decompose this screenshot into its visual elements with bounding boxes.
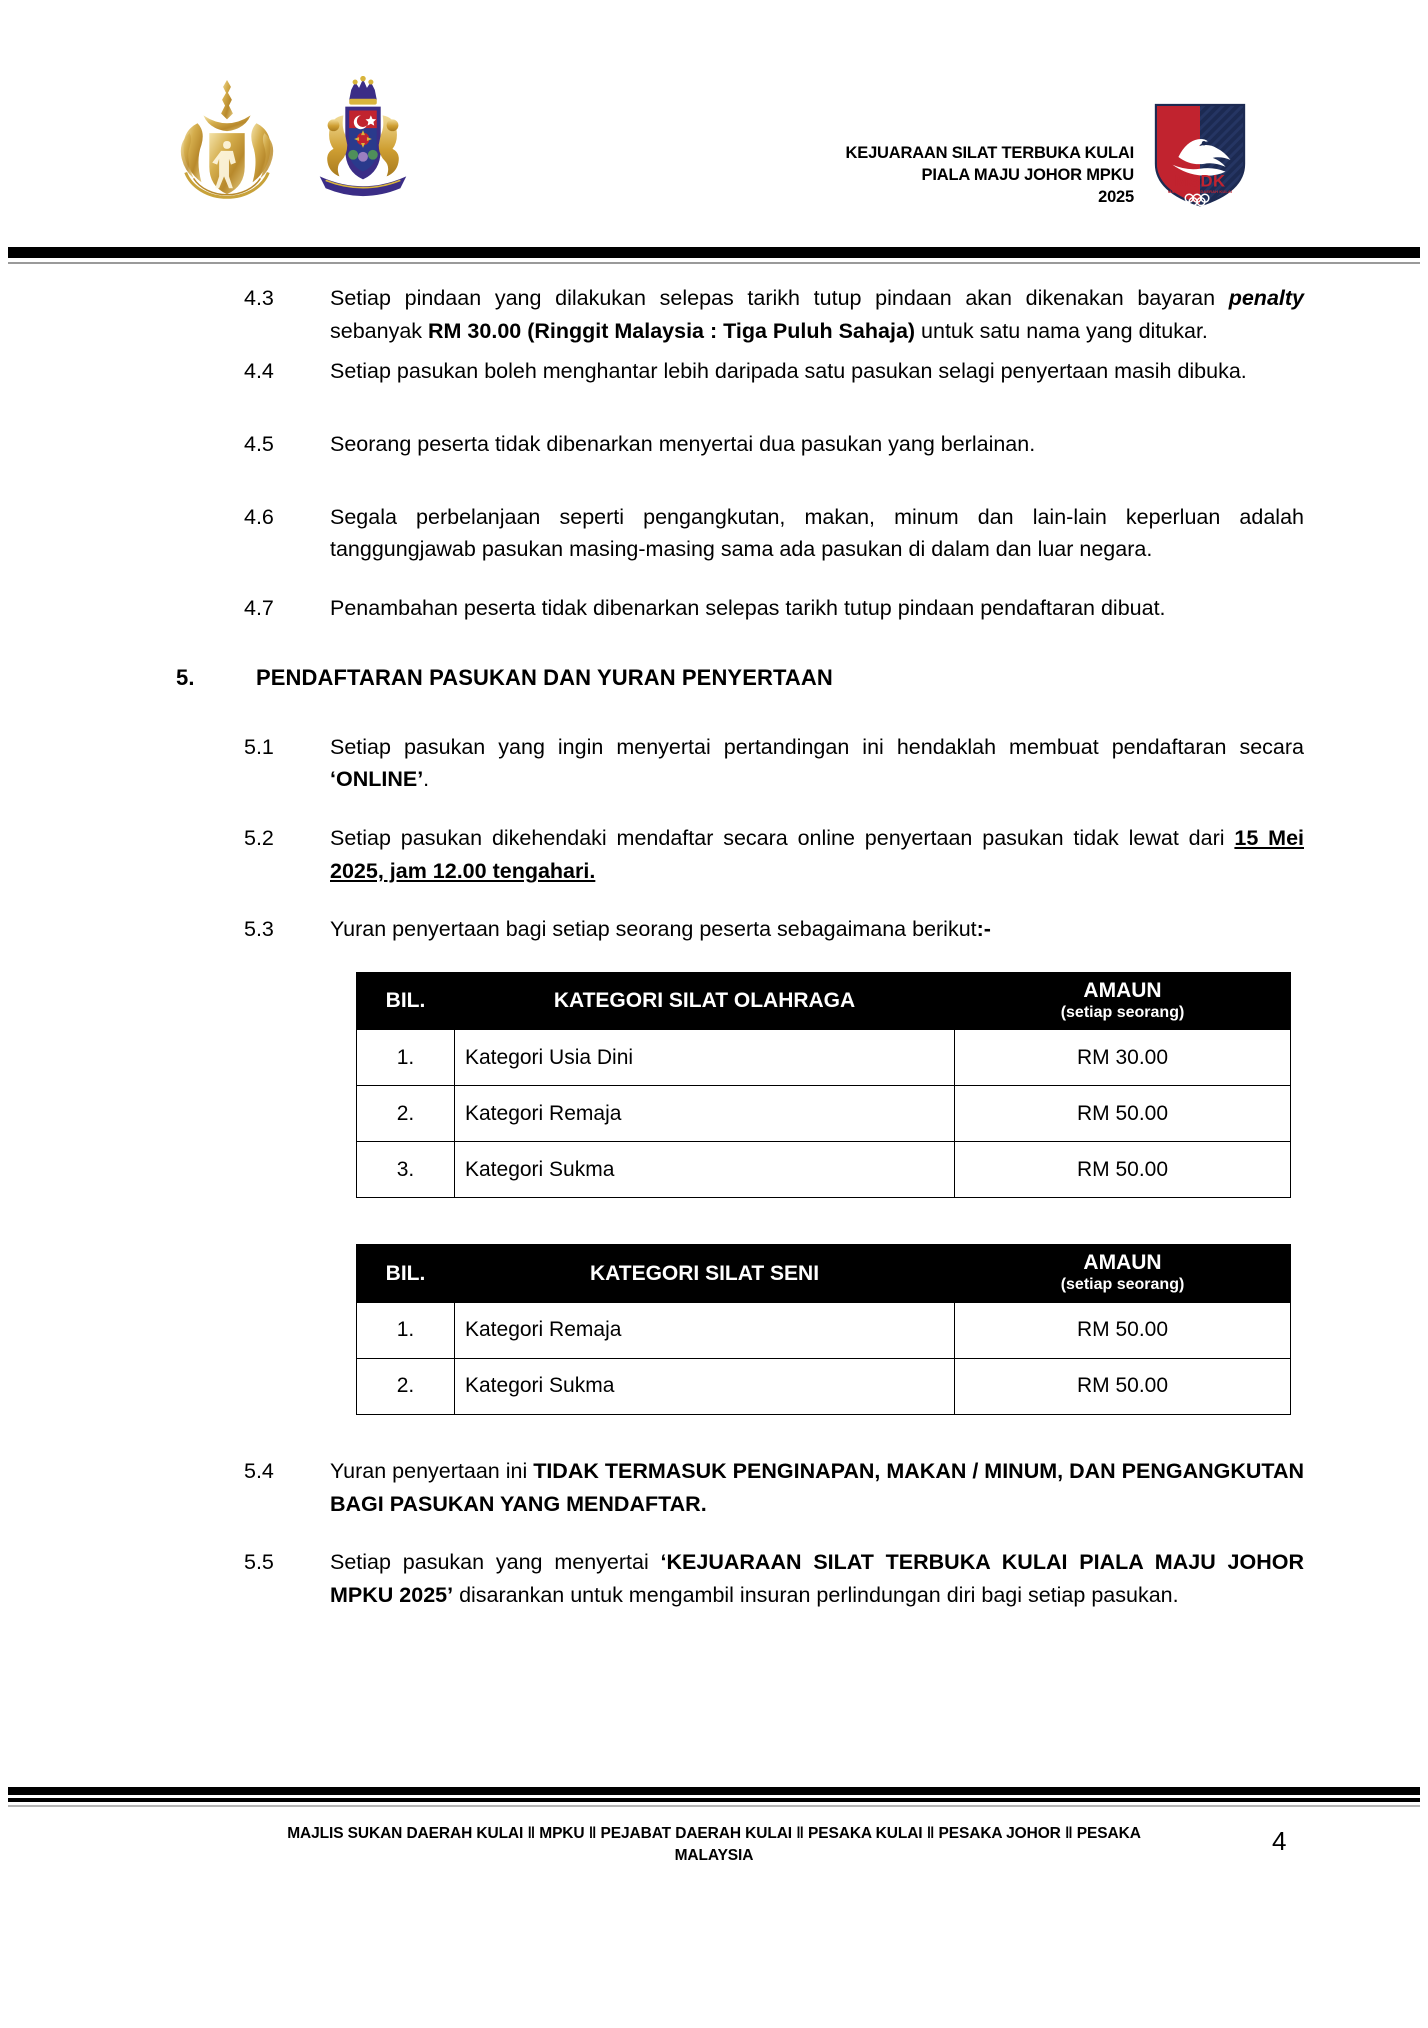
header-title-line-1: KEJUARAAN SILAT TERBUKA KULAI [845, 144, 1134, 162]
svg-text:MSDK: MSDK [1174, 171, 1226, 191]
jata-negeri-johor-icon [304, 76, 422, 206]
column-header-amaun-main: AMAUN [1083, 1251, 1162, 1275]
cell-kategori: Kategori Remaja [455, 1086, 955, 1142]
msdk-shield-icon [1148, 100, 1252, 208]
page-number: 4 [1272, 1826, 1287, 1856]
cell-kategori: Kategori Usia Dini [455, 1030, 955, 1086]
table-body [357, 1302, 1291, 1414]
svg-text:MAJLIS SUKAN DAERAH KULAI: MAJLIS SUKAN DAERAH KULAI [1167, 188, 1233, 194]
document-body [0, 282, 1428, 1612]
footer-divider [8, 1787, 1420, 1807]
page-header [0, 0, 1428, 250]
clause-text: Yuran penyertaan ini TIDAK TERMASUK PENGINAPAN, MAKAN / MINUM, DAN PENGANGKUTAN BAGI PASUKAN YANG MENDAFTAR. [330, 1458, 1305, 1516]
clause-text: Yuran penyertaan bagi setiap seorang peserta sebagaimana berikut:- [330, 917, 991, 942]
cell-amaun: RM 50.00 [955, 1302, 1291, 1358]
clause-text: Setiap pasukan yang ingin menyertai pertandingan ini hendaklah membuat pendaftaran secara ‘ONLINE’. [330, 734, 1304, 792]
cell-bil: 1. [357, 1302, 455, 1358]
column-header-amaun-sub: (setiap seorang) [1060, 1004, 1185, 1021]
table-row [357, 1302, 1291, 1358]
cell-amaun: RM 50.00 [955, 1142, 1291, 1198]
header-logos [168, 76, 422, 206]
clause-number: 5.5 [244, 1550, 274, 1575]
table-header-row [357, 973, 1291, 1030]
table-header [357, 973, 1291, 1030]
piala-maju-johor-crest-icon [168, 76, 286, 206]
column-header-amaun-sub: (setiap seorang) [1060, 1276, 1185, 1294]
header-divider-bar [8, 247, 1420, 258]
column-header-bil: BIL. [357, 1245, 455, 1302]
column-header-kategori: KATEGORI SILAT OLAHRAGA [455, 973, 955, 1030]
clause-text: Penambahan peserta tidak dibenarkan selepas tarikh tutup pindaan pendaftaran dibuat. [330, 596, 1166, 621]
msdk-logo-wrapper [1148, 100, 1252, 208]
clause-number: 4.4 [244, 359, 274, 384]
table-body [357, 1030, 1291, 1198]
cell-kategori: Kategori Sukma [455, 1358, 955, 1414]
cell-kategori: Kategori Remaja [455, 1302, 955, 1358]
clause-4-6 [0, 501, 1428, 566]
table-header-row [357, 1245, 1291, 1302]
clause-text: Seorang peserta tidak dibenarkan menyertai dua pasukan yang berlainan. [330, 432, 1036, 457]
cell-bil: 3. [357, 1142, 455, 1198]
cell-amaun: RM 50.00 [955, 1086, 1291, 1142]
clause-5-3 [0, 913, 1428, 946]
table-row [357, 1142, 1291, 1198]
header-event-title [846, 143, 1134, 208]
cell-kategori: Kategori Sukma [455, 1142, 955, 1198]
column-header-amaun-main: AMAUN [1083, 979, 1162, 1003]
clause-text: Setiap pindaan yang dilakukan selepas tarikh tutup pindaan akan dikenakan bayaran penalty sebanyak RM 30.00 (Ringgit Malaysia : Tiga Puluh Sahaja) untuk satu nama yang ditukar. [330, 286, 1304, 343]
clause-number: 4.5 [244, 432, 274, 457]
clause-number: 4.7 [244, 596, 274, 621]
clause-number: 4.3 [244, 286, 274, 310]
clause-4-4 [0, 355, 1428, 388]
clause-5-5 [0, 1546, 1428, 1611]
header-title-line-2: PIALA MAJU JOHOR MPKU [921, 165, 1134, 184]
table-row [357, 1086, 1291, 1142]
header-divider-thin [8, 262, 1420, 264]
section-number: 5. [176, 664, 195, 690]
clause-text: Segala perbelanjaan seperti pengangkutan, makan, minum dan lain-lain keperluan adalah tanggungjawab pasukan masing-masing sama ada pasukan di dalam dan luar negara. [330, 504, 1304, 562]
clause-number: 5.4 [244, 1458, 274, 1483]
clause-5-1 [0, 731, 1428, 796]
clause-number: 5.1 [244, 734, 274, 759]
clause-text: Setiap pasukan dikehendaki mendaftar secara online penyertaan pasukan tidak lewat dari 15 Mei 2025, jam 12.00 tengahari. [330, 826, 1304, 883]
footer-organisations [178, 1823, 1250, 1868]
clause-4-5 [0, 428, 1428, 461]
footer-line-1: MAJLIS SUKAN DAERAH KULAI ‖ MPKU ‖ PEJABAT DAERAH KULAI ‖ PESAKA KULAI ‖ PESAKA JOHOR ‖ PESAKA [287, 1825, 1141, 1842]
cell-amaun: RM 30.00 [955, 1030, 1291, 1086]
footer-line-2: MALAYSIA [674, 1847, 754, 1865]
clause-text: Setiap pasukan yang menyertai ‘KEJUARAAN SILAT TERBUKA KULAI PIALA MAJU JOHOR MPKU 2025’ disarankan untuk mengambil insuran perlindungan diri bagi setiap pasukan. [330, 1550, 1304, 1607]
clause-number: 5.3 [244, 917, 274, 942]
fee-table-silat-olahraga [356, 972, 1291, 1198]
clause-number: 4.6 [244, 504, 274, 529]
clause-5-2 [0, 822, 1428, 887]
footer-rule-thin [8, 1805, 1420, 1807]
fee-table-silat-seni [356, 1244, 1291, 1414]
clause-4-7 [0, 592, 1428, 625]
cell-amaun: RM 50.00 [955, 1358, 1291, 1414]
cell-bil: 2. [357, 1086, 455, 1142]
table-row [357, 1030, 1291, 1086]
column-header-kategori: KATEGORI SILAT SENI [455, 1245, 955, 1302]
section-5-heading [0, 665, 1428, 691]
clause-4-3 [0, 282, 1428, 347]
section-title: PENDAFTARAN PASUKAN DAN YURAN PENYERTAAN [256, 664, 833, 690]
column-header-amaun [955, 973, 1291, 1030]
clause-text: Setiap pasukan boleh menghantar lebih daripada satu pasukan selagi penyertaan masih dibuka. [330, 359, 1247, 384]
footer-rule-thick [8, 1787, 1420, 1795]
column-header-bil: BIL. [357, 973, 455, 1030]
header-title-line-3: 2025 [1098, 187, 1134, 206]
clause-5-4 [0, 1455, 1428, 1520]
cell-bil: 1. [357, 1030, 455, 1086]
clause-number: 5.2 [244, 826, 274, 851]
table-row [357, 1358, 1291, 1414]
cell-bil: 2. [357, 1358, 455, 1414]
column-header-amaun [955, 1245, 1291, 1302]
table-header [357, 1245, 1291, 1302]
